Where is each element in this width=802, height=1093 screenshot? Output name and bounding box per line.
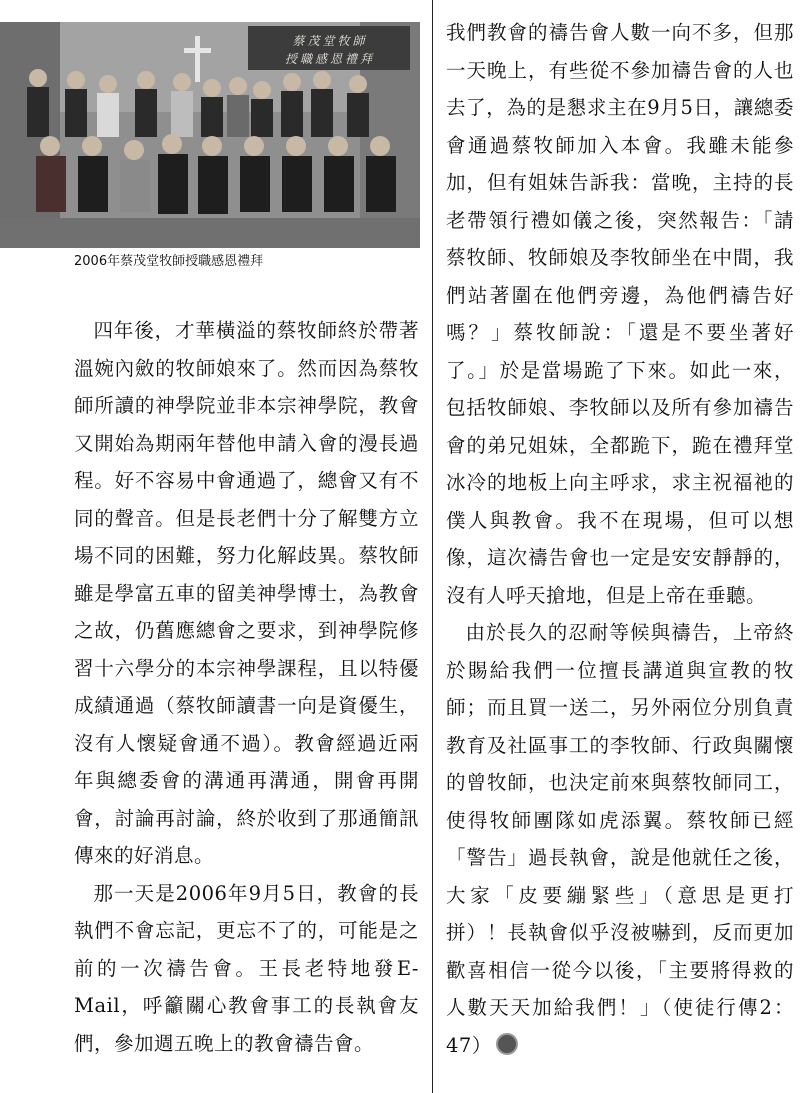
column-divider: [432, 0, 433, 1093]
paragraph: 那一天是2006年9月5日，教會的長執們不會忘記，更忘不了的，可能是之前的一次禱告會。王長老特地發E-Mail，呼籲關心教會事工的長執會友們，參加週五晚上的教會禱告會。: [74, 881, 419, 1055]
group-photo: [0, 22, 420, 248]
paragraph-text: 由於長久的忍耐等候與禱告，上帝終於賜給我們一位擅長講道與宣教的牧師；而且買一送二，另外兩位分別負責教育及社區事工的李牧師、行政與關懷的曾牧師，也決定前來與蔡牧師同工，使得牧師團隊如虎添翼。蔡牧師已經「警告」過長執會，說是他就任之後，大家「皮要繃緊些」（意思是更打拼）！長執會似乎沒被嚇到，反而更加歡喜相信一從今以後，「主要將得救的人數天天加給我們！」（使徒行傳2：47）: [446, 621, 794, 1057]
paragraph: [446, 14, 794, 614]
right-column: [446, 14, 794, 1064]
paragraph-text: 我們教會的禱告會人數一向不多，但那一天晚上，有些從不參加禱告會的人也去了，為的是懇求主在9月5日，讓總委會通過蔡牧師加入本會。我雖未能參加，但有姐妹告訴我：當晚，主持的長老帶領行禮如儀之後，突然報告：「請蔡牧師、牧師娘及李牧師坐在中間，我們站著圍在他們旁邊，為他們禱告好嗎？」蔡牧師說：「還是不要坐著好了。」於是當場跪了下來。如此一來，包括牧師娘、李牧師以及所有參加禱告會的弟兄姐妹，全都跪下，跪在禮拜堂冰冷的地板上向主呼求，求主祝福祂的僕人與教會。我不在現場，但可以想像，這次禱告會也一定是安安靜靜的，沒有人呼天搶地，但是上帝在垂聽。: [446, 21, 794, 607]
banner-line-1: 蔡茂堂牧師: [292, 34, 368, 48]
end-mark-icon: [496, 1033, 518, 1055]
photo-caption: 2006年蔡茂堂牧師授職感恩禮拜: [74, 254, 264, 269]
banner-text: [255, 32, 405, 68]
paragraph: [446, 614, 794, 1064]
left-column: [74, 312, 419, 1062]
banner-line-2: 授職感恩禮拜: [284, 52, 375, 66]
paragraph: 四年後，才華橫溢的蔡牧師終於帶著溫婉內斂的牧師娘來了。然而因為蔡牧師所讀的神學院並非本宗神學院，教會又開始為期兩年替他申請入會的漫長過程。好不容易中會通過了，總會又有不同的聲音。但是長老們十分了解雙方立場不同的困難，努力化解歧異。蔡牧師雖是學富五車的留美神學博士，為教會之故，仍舊應總會之要求，到神學院修習十六學分的本宗神學課程，且以特優成績通過（蔡牧師讀書一向是資優生，沒有人懷疑會通不過）。教會經過近兩年與總委會的溝通再溝通，開會再開會，討論再討論，終於收到了那通簡訊傳來的好消息。: [74, 319, 419, 867]
